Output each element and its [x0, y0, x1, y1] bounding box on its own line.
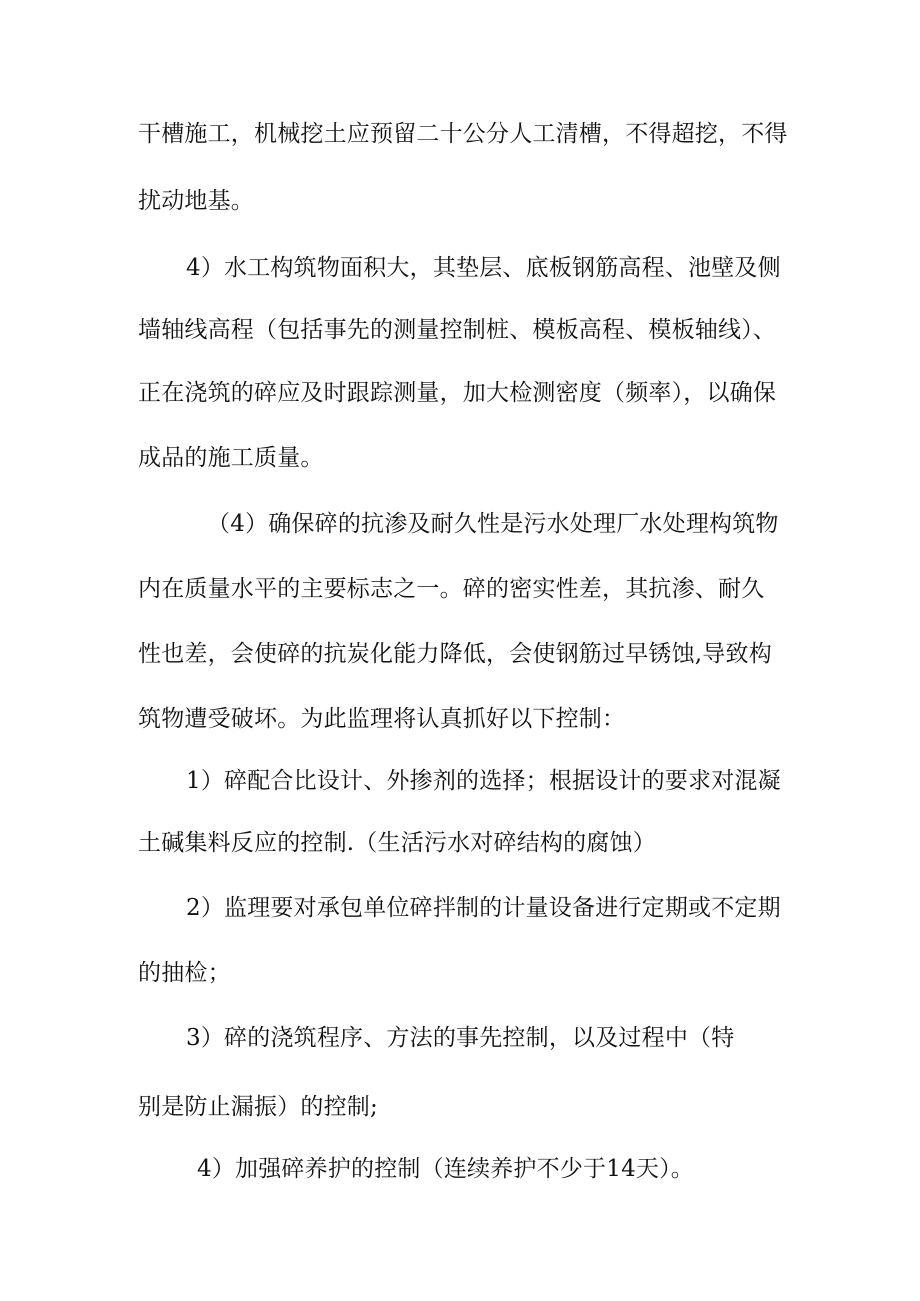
text-line: 内在质量水平的主要标志之一。碎的密实性差，其抗渗、耐久 [138, 576, 765, 602]
text-line: 扰动地基。 [138, 188, 254, 214]
text-line: 墙轴线高程（包括事先的测量控制桩、模板高程、模板轴线）、 [138, 317, 777, 343]
text-line: 1）碎配合比设计、外掺剂的选择；根据设计的要求对混凝 [186, 768, 781, 794]
text-line: 4）加强碎养护的控制（连续养护不少于14天）。 [197, 1156, 694, 1182]
text-line: 筑物遭受破坏。为此监理将认真抓好以下控制： [138, 706, 626, 732]
text-line: 成品的施工质量。 [138, 445, 324, 471]
text-line: 性也差，会使碎的抗炭化能力降低，会使钢筋过早锈蚀,导致构 [138, 641, 772, 667]
text-line: 别是防止漏振）的控制; [138, 1094, 378, 1120]
text-line: 干槽施工，机械挖土应预留二十公分人工清槽，不得超挖，不得 [138, 121, 788, 147]
text-line: 正在浇筑的碎应及时跟踪测量，加大检测密度（频率），以确保 [138, 380, 777, 406]
text-line: 4）水工构筑物面积大，其垫层、底板钢筋高程、池壁及侧 [186, 255, 781, 281]
text-line: 3）碎的浇筑程序、方法的事先控制，以及过程中（特 [186, 1025, 735, 1051]
text-line: 2）监理要对承包单位碎拌制的计量设备进行定期或不定期 [186, 895, 781, 921]
text-line: 土碱集料反应的控制.（生活污水对碎结构的腐蚀） [138, 830, 656, 856]
text-line: （4）确保碎的抗渗及耐久性是污水处理厂水处理构筑物 [207, 511, 779, 537]
text-line: 的抽检； [138, 960, 231, 986]
